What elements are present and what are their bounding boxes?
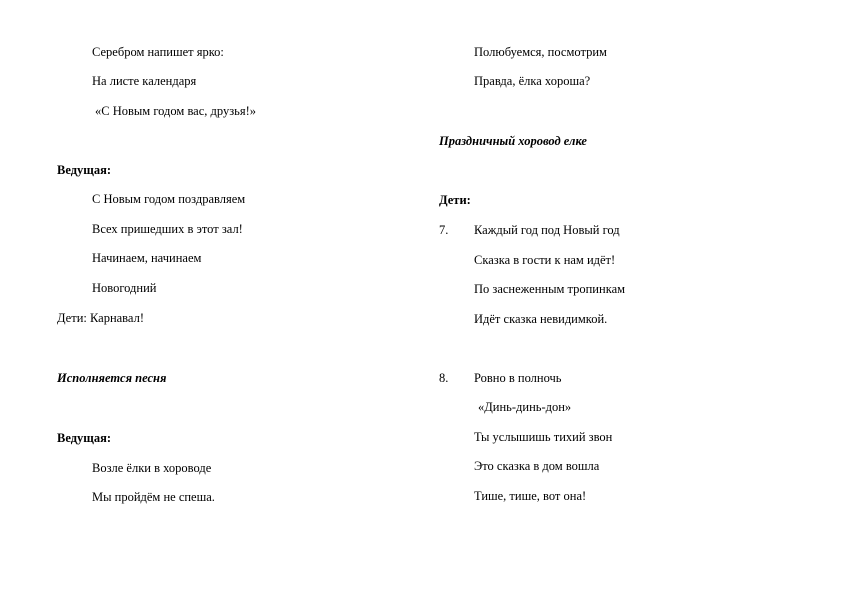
verse-line: «Динь-динь-дон» <box>478 400 572 414</box>
verse-line: Это сказка в дом вошла <box>474 459 600 473</box>
verse-line: Новогодний <box>92 281 157 295</box>
verse-line: Сказка в гости к нам идёт! <box>474 253 616 267</box>
verse-line: На листе календаря <box>92 74 197 88</box>
verse-line: Начинаем, начинаем <box>92 251 202 265</box>
verse-number: 7. <box>439 223 449 237</box>
verse-line: Правда, ёлка хороша? <box>474 74 591 88</box>
verse-line: По заснеженным тропинкам <box>474 282 626 296</box>
verse-line: Дети: Карнавал! <box>57 311 144 325</box>
verse-line: С Новым годом поздравляем <box>92 192 246 206</box>
verse-line: Идёт сказка невидимкой. <box>474 312 608 326</box>
verse-line: Тише, тише, вот она! <box>474 489 587 503</box>
verse-line: Ровно в полночь <box>474 371 562 385</box>
verse-line: Серебром напишет ярко: <box>92 45 224 59</box>
speaker-label: Ведущая: <box>57 163 112 177</box>
stage-direction: Праздничный хоровод елке <box>439 134 587 148</box>
verse-line: Полюбуемся, посмотрим <box>474 45 607 59</box>
verse-number: 8. <box>439 371 449 385</box>
stage-direction: Исполняется песня <box>57 371 167 385</box>
verse-line: Ты услышишь тихий звон <box>474 430 613 444</box>
verse-line: Мы пройдём не спеша. <box>92 490 215 504</box>
verse-line: Каждый год под Новый год <box>474 223 620 237</box>
speaker-label: Ведущая: <box>57 431 112 445</box>
verse-line: «С Новым годом вас, друзья!» <box>95 104 257 118</box>
verse-line: Всех пришедших в этот зал! <box>92 222 243 236</box>
verse-line: Возле ёлки в хороводе <box>92 461 212 475</box>
speaker-label: Дети: <box>439 193 471 207</box>
